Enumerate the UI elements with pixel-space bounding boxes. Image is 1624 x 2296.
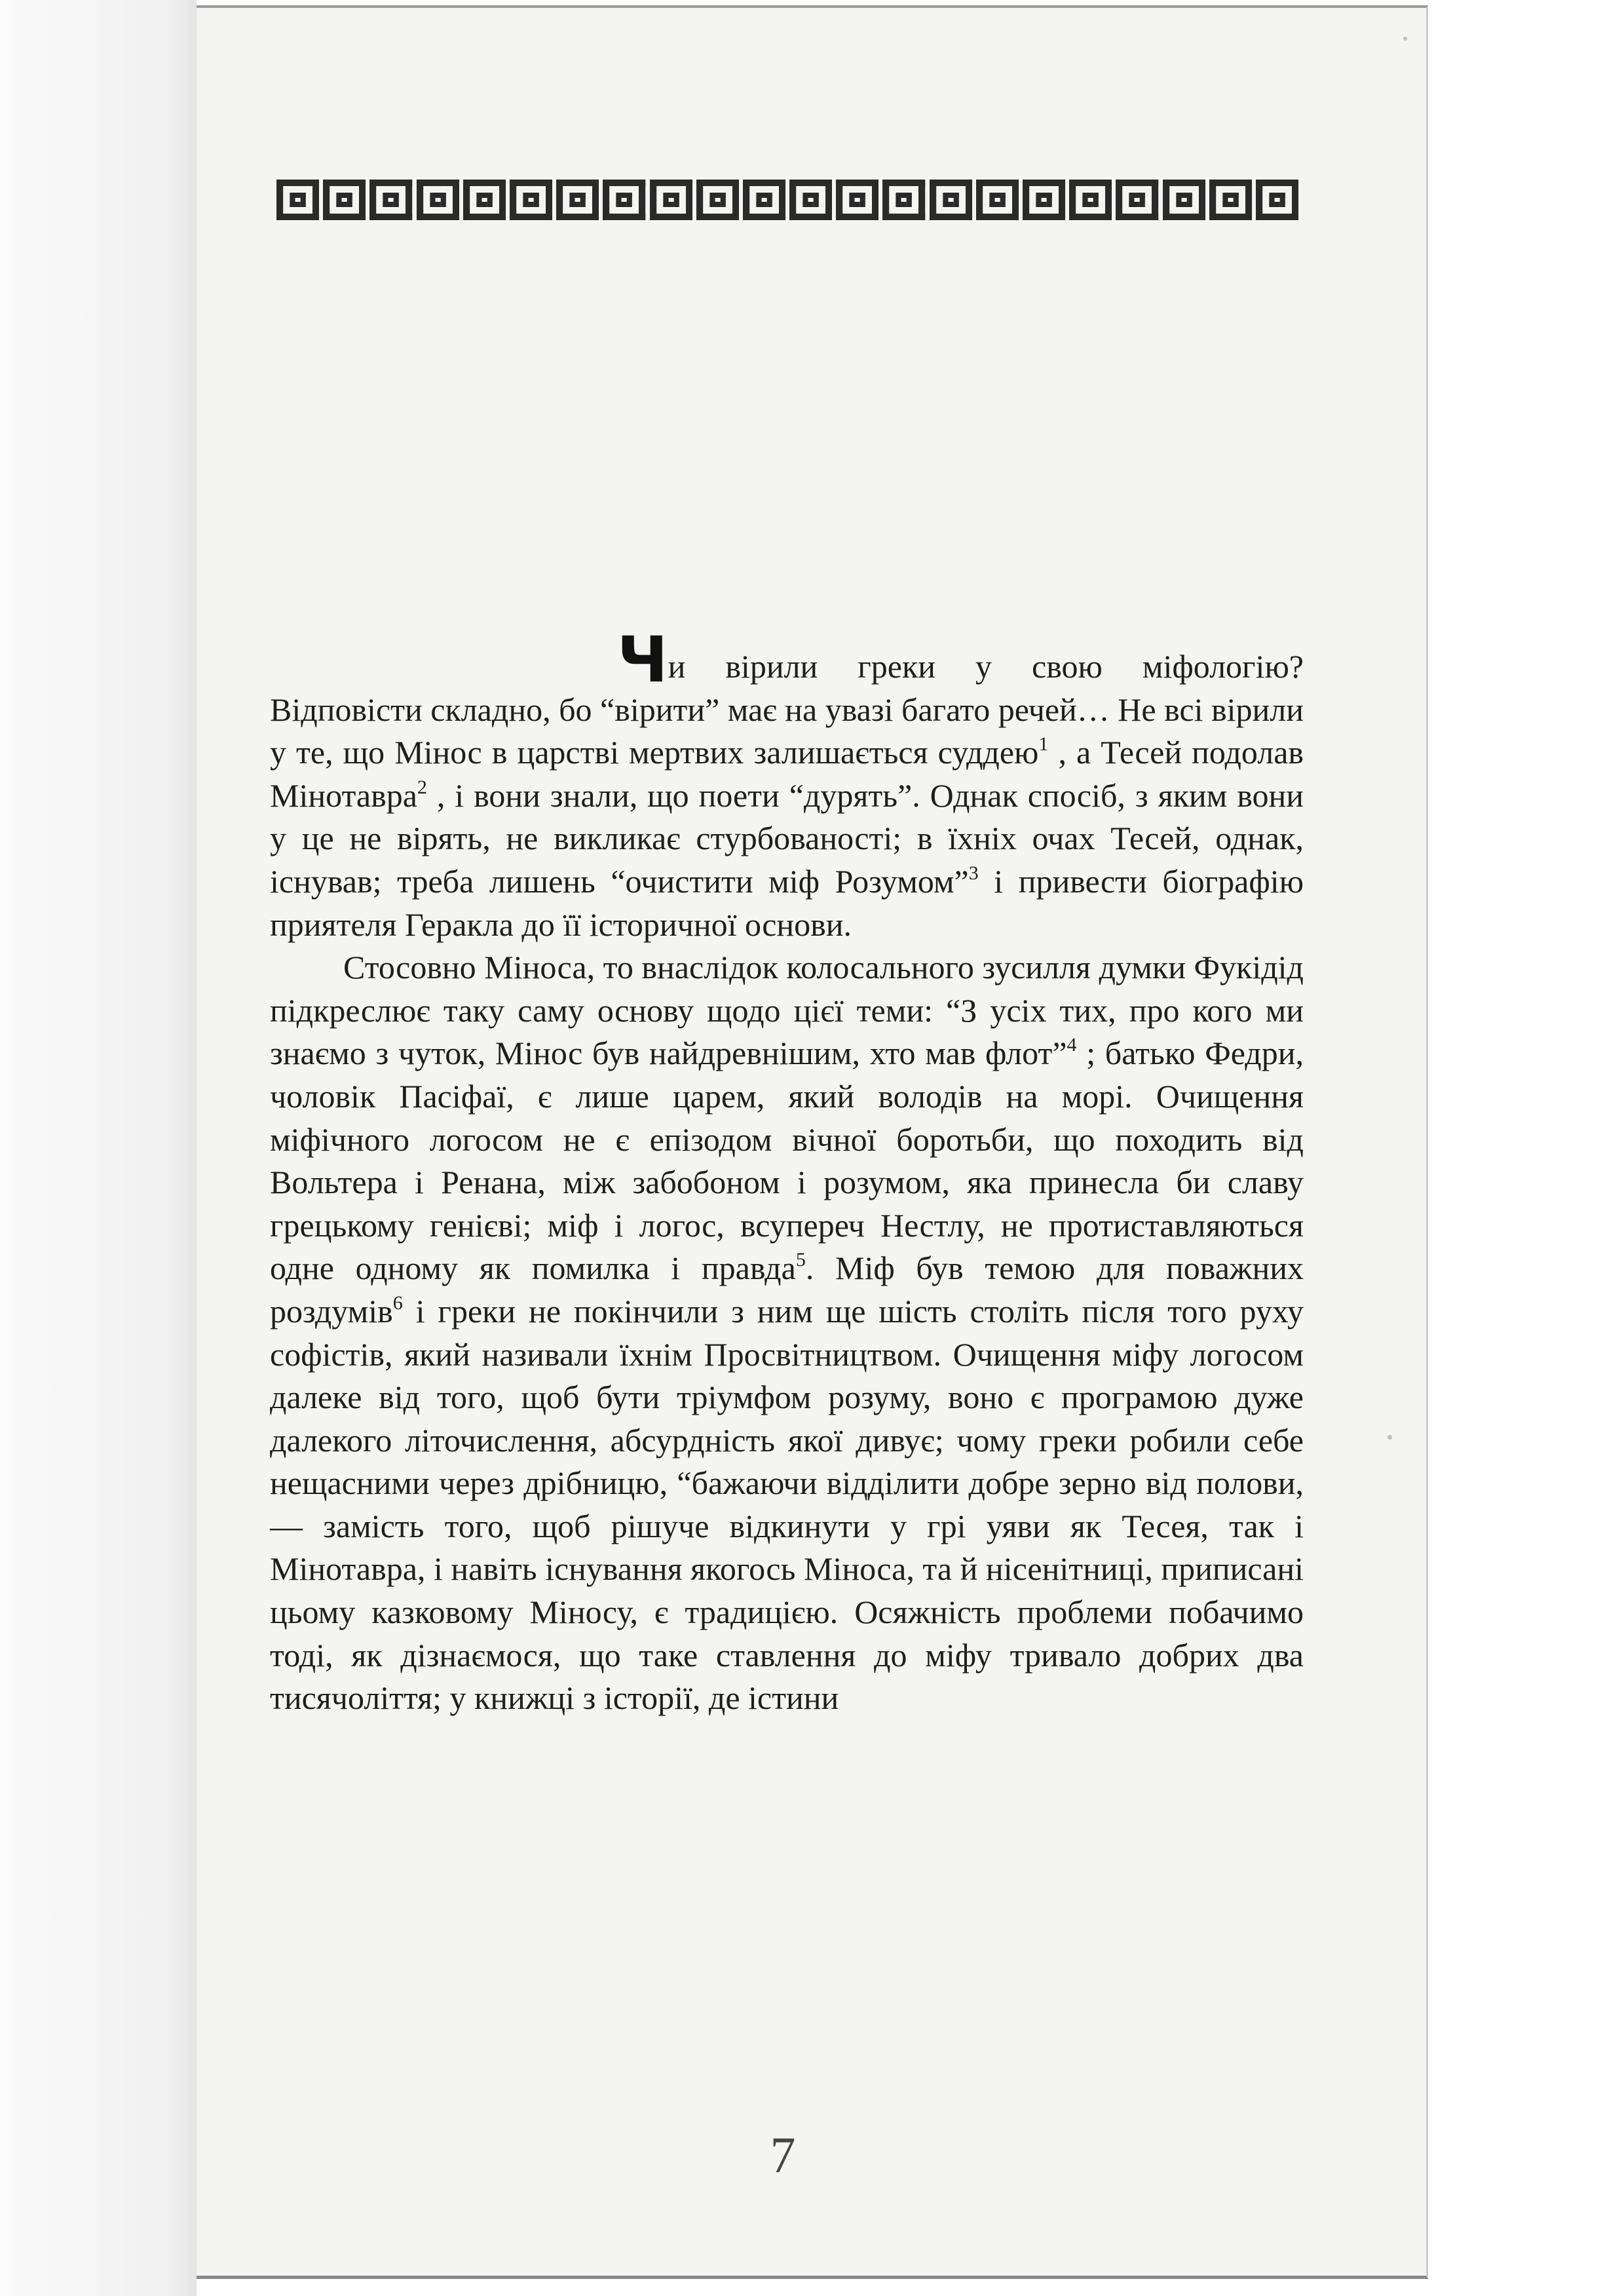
footnote-marker: 4	[1067, 1034, 1077, 1056]
footnote-marker: 3	[968, 862, 979, 884]
text-run: . Міф був темою для поважних роздумів	[270, 1250, 1304, 1330]
greek-key-icon	[1209, 180, 1252, 220]
page-number: 7	[770, 2126, 796, 2183]
greek-key-icon	[789, 180, 832, 220]
greek-key-ornament	[276, 180, 1298, 220]
footnote-marker: 6	[392, 1292, 403, 1314]
greek-key-icon	[276, 180, 319, 220]
greek-key-icon	[1256, 180, 1298, 220]
greek-key-icon	[1163, 180, 1205, 220]
drop-cap: Ч	[617, 623, 668, 697]
greek-key-icon	[369, 180, 412, 220]
greek-key-icon	[882, 180, 925, 220]
scan-margin	[0, 0, 197, 2296]
greek-key-icon	[930, 180, 972, 220]
greek-key-icon	[510, 180, 552, 220]
footnote-marker: 2	[417, 776, 427, 798]
greek-key-icon	[603, 180, 645, 220]
text-run: і греки не покінчили з ним ще шість століть після того руху софістів, який називали їхнім Просвітництвом. Очищення міфу логосом далеке від того, щоб бути тріумфом розуму, воно є програмою дуже далекого літочислення, абсурдність якої дивує; чому греки робили себе нещасними через дрібницю, “бажаючи відділити добре зерно від полови, — замість того, щоб рішуче відкинути у грі уяви як Тесея, так і Мінотавра, і навіть існування якогось Міноса, та й нісенітниці, приписані цьому казковому Міносу, є традицією. Осяжність проблеми побачимо тоді, як дізнаємося, що таке ставлення до міфу тривало добрих два тисячоліття; у книжці з історії, де істини	[270, 1292, 1304, 1717]
footnote-marker: 5	[795, 1249, 806, 1271]
greek-key-icon	[1116, 180, 1158, 220]
greek-key-icon	[650, 180, 692, 220]
greek-key-icon	[463, 180, 506, 220]
greek-key-icon	[836, 180, 878, 220]
greek-key-icon	[743, 180, 785, 220]
footnote-marker: 1	[1038, 733, 1049, 756]
text-run: , і вони знали, що поети “дурять”. Однак спосіб, з яким вони у це не вірять, не викликає стурбованості; в їхніх очах Тесей, однак, існував; треба лишень “очистити міф Розумом”	[270, 776, 1304, 900]
greek-key-icon	[1069, 180, 1112, 220]
body-text	[270, 623, 1304, 1720]
text-run: ; батько Федри, чоловік Пасіфаї, є лише царем, який володів на морі. Очищення міфічного логосом не є епізодом вічної боротьби, що походить від Вольтера і Ренана, між забобоном і розумом, яка принесла би славу грецькому генієві; міф і логос, всупереч Нестлу, не протиставляються одне одному як помилка і правда	[270, 1035, 1304, 1287]
greek-key-icon	[696, 180, 739, 220]
greek-key-icon	[417, 180, 459, 220]
paragraph-1	[270, 623, 1304, 946]
greek-key-icon	[323, 180, 366, 220]
scan-speck	[1388, 1435, 1392, 1440]
greek-key-icon	[1023, 180, 1065, 220]
text-run: Стосовно Міноса, то внаслідок колосального зусилля думки Фукідід підкреслює таку саму основу щодо цієї теми: “З усіх тих, про кого ми знаємо з чуток, Мінос був найдревнішим, хто мав флот”	[270, 949, 1304, 1072]
text-run: і привести біографію приятеля Геракла до її історичної основи.	[270, 862, 1304, 943]
text-run: и вірили греки у свою міфологію? Відповісти складно, бо “вірити” має на увазі багато речей… Не всі вірили у те, що Мінос в царстві мертвих залишається суддею	[270, 648, 1304, 771]
paragraph-2	[270, 946, 1304, 1720]
scan-speck	[1403, 37, 1407, 41]
greek-key-icon	[976, 180, 1019, 220]
book-page	[197, 5, 1428, 2279]
greek-key-icon	[556, 180, 599, 220]
text-run: , а Тесей подолав Мінотавра	[270, 734, 1304, 814]
